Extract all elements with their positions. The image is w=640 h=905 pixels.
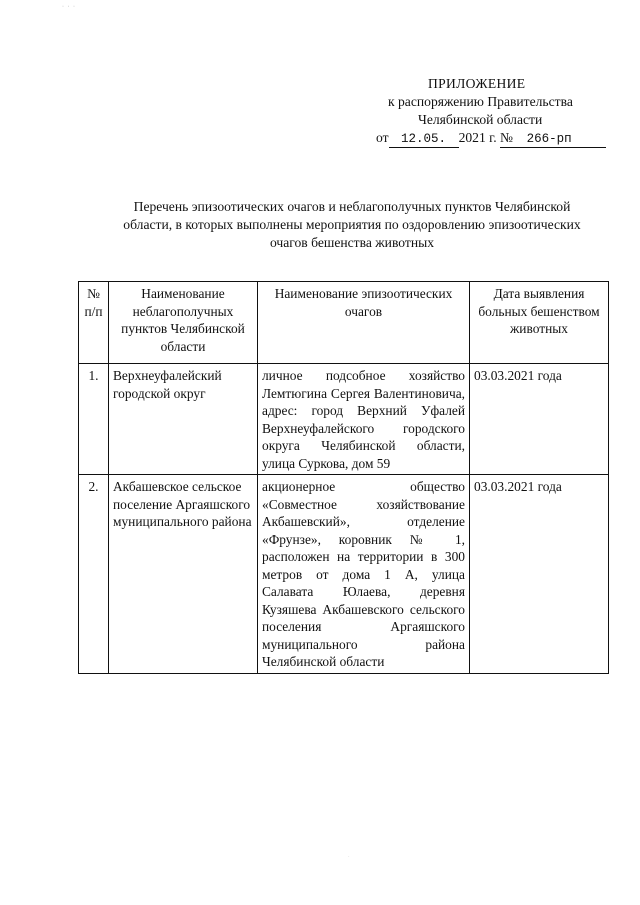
row-focus: личное подсобное хозяйство Лемтюгина Сергея Валентиновича, адрес: город Верхний Уфалей Верхнеуфалейского городского округа Челябинской области, улица Суркова, дом 59 xyxy=(258,364,470,475)
table-row xyxy=(79,364,609,475)
heading-line-3: очагов бешенства животных xyxy=(269,235,435,250)
heading-line-2: области, в которых выполнены мероприятия по оздоровлению эпизоотических xyxy=(123,217,581,232)
row-point: Верхнеуфалейский городской округ xyxy=(109,364,258,475)
year-text: 2021 г. xyxy=(458,130,497,145)
document-heading xyxy=(84,198,620,252)
foci-table xyxy=(78,281,609,674)
date-field xyxy=(389,130,459,148)
number-field xyxy=(500,130,606,148)
appendix-line-1: к распоряжению Правительства xyxy=(388,94,573,109)
scan-speck: · · · xyxy=(62,4,76,10)
row-date: 03.03.2021 года xyxy=(470,364,609,475)
table-header-row xyxy=(79,282,609,364)
header-num: № п/п xyxy=(79,282,109,364)
scan-speck: · xyxy=(348,855,350,860)
row-point: Акбашевское сельское поселение Аргаяшского муниципального района xyxy=(109,475,258,674)
appendix-title: ПРИЛОЖЕНИЕ xyxy=(428,76,526,91)
header-focus: Наименование эпизоотических очагов xyxy=(258,282,470,364)
appendix-line-2: Челябинской области xyxy=(418,112,543,127)
header-date: Дата выявления больных бешенством животных xyxy=(470,282,609,364)
appendix-date-line xyxy=(376,129,606,148)
heading-line-1: Перечень эпизоотических очагов и неблагополучных пунктов Челябинской xyxy=(133,199,571,214)
table-row xyxy=(79,475,609,674)
number-sign: № xyxy=(500,130,513,145)
date-value: 12.05. xyxy=(401,132,447,146)
row-focus: акционерное общество «Совместное хозяйствование Акбашевский», отделение «Фрунзе», коровник № 1, расположен на территории в 300 метров от дома 1 А, улица Салавата Юлаева, деревня Кузяшева Акбашевского сельского поселения Аргаяшского муниципального района Челябинской области xyxy=(258,475,470,674)
number-value: 266-рп xyxy=(526,132,572,146)
header-point: Наименование неблагополучных пунктов Челябинской области xyxy=(109,282,258,364)
row-num: 2. xyxy=(79,475,109,674)
date-prefix: от xyxy=(376,130,389,145)
row-date: 03.03.2021 года xyxy=(470,475,609,674)
row-num: 1. xyxy=(79,364,109,475)
